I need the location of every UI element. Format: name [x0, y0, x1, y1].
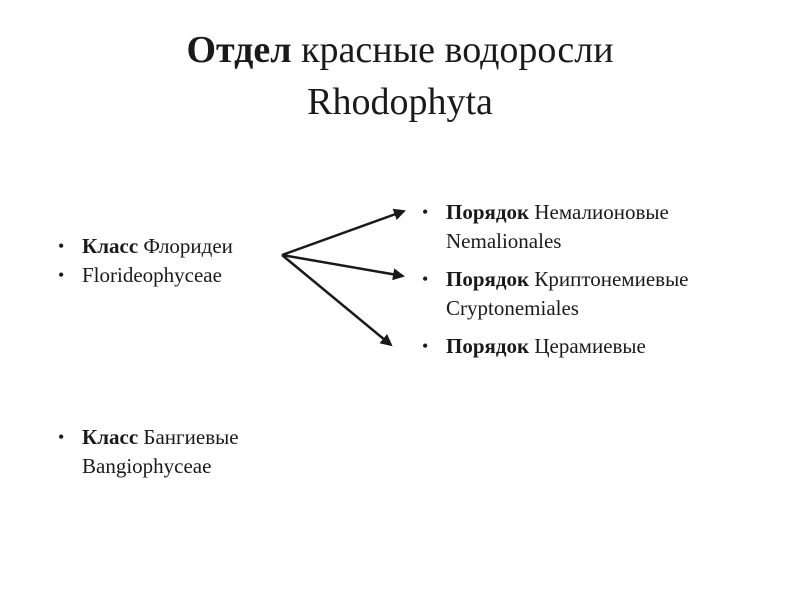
title-bold-word: Отдел: [186, 29, 292, 71]
order-label: Порядок: [446, 267, 530, 291]
bullet-icon: •: [58, 427, 65, 447]
class-label: Класс: [82, 425, 139, 449]
bullet-icon: •: [58, 265, 65, 285]
title-rest: красные водоросли: [291, 29, 614, 71]
class-florideophyceae-name: [56, 232, 356, 261]
bullet-icon: •: [58, 236, 65, 256]
class-label: Класс: [82, 234, 139, 258]
class-bangiophyceae-item: [56, 423, 356, 481]
bullet-icon: •: [422, 336, 429, 356]
order-name: [446, 265, 790, 294]
order-name: [446, 198, 790, 227]
class-latin: Florideophyceae: [82, 263, 222, 287]
slide-title: [0, 24, 800, 128]
order-name-rest: Криптонемиевые: [529, 267, 689, 291]
order-item-nemalionales: [420, 198, 790, 256]
class-latin: Bangiophyceae: [82, 454, 212, 478]
order-name-rest: Немалионовые: [529, 200, 669, 224]
order-name: [446, 332, 790, 361]
class-florideophyceae-list: [56, 232, 356, 290]
order-name-rest: Церамиевые: [529, 334, 646, 358]
order-list: [420, 198, 790, 370]
title-line-2: Rhodophyta: [307, 81, 493, 123]
order-latin: Cryptonemiales: [446, 296, 579, 320]
class-name: Бангиевые: [138, 425, 239, 449]
order-item-cryptonemiales: [420, 265, 790, 323]
bullet-icon: •: [422, 202, 429, 222]
class-bangiophyceae-name: [82, 423, 356, 452]
bullet-icon: •: [422, 269, 429, 289]
order-item-ceramiales: [420, 332, 790, 361]
class-bangiophyceae-list: [56, 423, 356, 481]
order-latin: Nemalionales: [446, 229, 562, 253]
class-florideophyceae-latin: [56, 261, 356, 290]
class-name: Флоридеи: [138, 234, 233, 258]
title-line-1: [0, 24, 800, 76]
order-label: Порядок: [446, 200, 530, 224]
order-label: Порядок: [446, 334, 530, 358]
